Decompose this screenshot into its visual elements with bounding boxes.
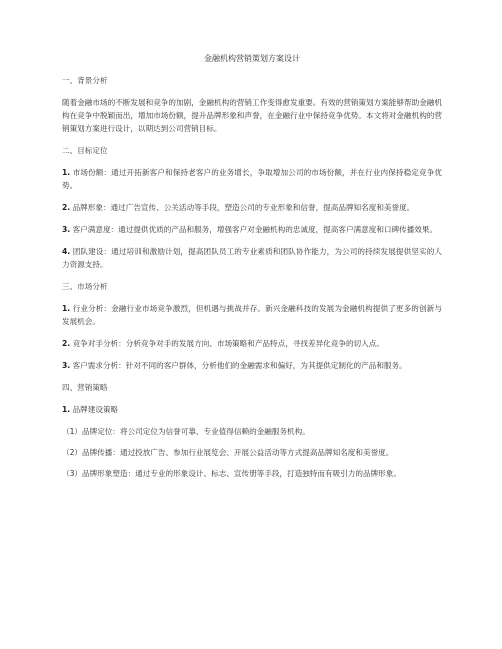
section-heading-market-analysis: 三、市场分析 [62,282,108,291]
analysis-item-number: 2. [62,339,71,348]
goal-item-number: 4. [62,247,71,256]
goal-item-number: 3. [62,225,71,234]
strategy-sub-item-positioning: （1）品牌定位：将公司定位为信誉可靠、专业值得信赖的金融服务机构。 [62,427,310,436]
background-paragraph: 随着金融市场的不断发展和竞争的加剧，金融机构的营销工作变得愈发重要。有效的营销策划方案能够帮助金融机构在竞争中脱颖而出，增加市场份额，提升品牌形象和声誉，在金融行业中保持竞争优势。本文将对金融机构的营销策划方案进行设计，以期达到公司营销目标。 [62,98,442,133]
section-heading-background: 一、背景分析 [62,76,108,85]
strategy-sub-item-communication: （2）品牌传播：通过投放广告、参加行业展览会、开展公益活动等方式提高品牌知名度和美誉度。 [62,448,394,457]
goal-item-market-share [62,166,442,192]
analysis-item-number: 1. [62,304,71,313]
goal-item-text: 市场份额：通过开拓新客户和保持老客户的业务增长，争取增加公司的市场份额，并在行业内保持稳定竞争优势。 [62,168,442,190]
section-heading-goals: 二、目标定位 [62,146,108,155]
goal-item-customer-satisfaction [62,223,442,236]
section-heading-marketing-strategy: 四、营销策略 [62,383,108,392]
goal-item-brand-image [62,201,442,214]
goal-item-number: 1. [62,168,71,177]
strategy-sub-item-image: （3）品牌形象塑造：通过专业的形象设计、标志、宣传册等手段，打造独特而有吸引力的品牌形象。 [62,469,401,478]
analysis-item-customer-needs [62,359,442,372]
goal-item-text: 品牌形象：通过广告宣传、公关活动等手段，塑造公司的专业形象和信誉，提高品牌知名度和美誉度。 [70,203,415,212]
strategy-item-number: 1. [62,405,71,414]
analysis-item-competitors [62,337,442,350]
goal-item-team-building [62,245,442,271]
strategy-item-brand-building [62,403,442,416]
document-title: 金融机构营销策划方案设计 [204,54,300,63]
goal-item-text: 团队建设：通过培训和激励计划，提高团队员工的专业素质和团队协作能力，为公司的持续发展提供坚实的人力资源支持。 [62,247,442,269]
analysis-item-text: 客户需求分析：针对不同的客户群体，分析他们的金融需求和偏好，为其提供定制化的产品和服务。 [70,361,407,370]
strategy-item-text: 品牌建设策略 [70,405,119,414]
goal-item-text: 客户满意度：通过提供优质的产品和服务，增强客户对金融机构的忠诚度，提高客户满意度和口碑传播效果。 [70,225,438,234]
analysis-item-text: 行业分析：金融行业市场竞争激烈，但机遇与挑战并存。新兴金融科技的发展为金融机构提供了更多的创新与发展机会。 [62,304,442,326]
analysis-item-text: 竞争对手分析：分析竞争对手的发展方向、市场策略和产品特点，寻找差异化竞争的切入点。 [70,339,384,348]
goal-item-number: 2. [62,203,71,212]
analysis-item-industry [62,302,442,328]
document-body [62,52,442,488]
analysis-item-number: 3. [62,361,71,370]
